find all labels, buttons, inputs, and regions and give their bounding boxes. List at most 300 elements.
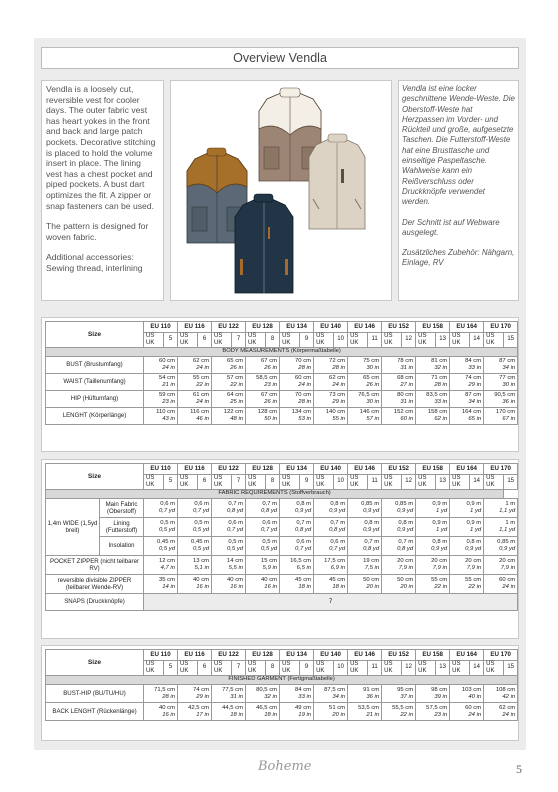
us-uk-label-cell <box>382 661 402 676</box>
value-imperial: 0,9 yd <box>431 546 448 552</box>
us-label: US <box>214 475 223 481</box>
section-header: FABRIC REQUIREMENTS (Stoffverbrauch) <box>46 490 504 499</box>
value-cell <box>144 391 178 408</box>
us-uk-size-number: 13 <box>436 661 450 676</box>
value-cell <box>212 374 246 391</box>
us-label: US <box>486 475 495 481</box>
value-cell <box>280 556 314 575</box>
value-imperial: 31 in <box>230 693 244 700</box>
finished-garment-table <box>45 649 518 721</box>
value-cell <box>484 518 518 537</box>
value-imperial: 1 yd <box>470 527 482 533</box>
value-imperial: 26 in <box>264 399 278 405</box>
us-label: US <box>180 661 189 667</box>
eu-size-cell: EU 128 <box>246 650 280 661</box>
eu-size-cell: EU 170 <box>484 322 518 333</box>
value-metric: 40 cm <box>261 577 278 583</box>
us-uk-size-number: 12 <box>402 661 416 676</box>
value-metric: 71 cm <box>431 375 448 381</box>
vest-illustration-graphic <box>171 81 393 302</box>
value-cell <box>348 357 382 374</box>
uk-label: UK <box>350 668 359 674</box>
value-metric: 0,7 m <box>330 520 346 526</box>
value-imperial: 4,7 in <box>160 565 176 571</box>
us-uk-size-number: 12 <box>402 333 416 348</box>
value-cell <box>212 537 246 556</box>
value-cell <box>212 685 246 703</box>
us-uk-size-number: 11 <box>368 475 382 490</box>
value-cell <box>178 685 212 703</box>
value-metric: 158 cm <box>427 409 448 415</box>
us-uk-label-cell <box>382 333 402 348</box>
value-cell <box>450 499 484 518</box>
value-imperial: 26 in <box>264 365 278 371</box>
value-imperial: 18 in <box>332 584 346 590</box>
us-uk-size-number: 5 <box>164 475 178 490</box>
page-title: Overview Vendla <box>41 47 519 69</box>
description-english <box>41 80 164 301</box>
value-cell <box>348 499 382 518</box>
value-cell <box>484 703 518 721</box>
us-uk-size-number: 5 <box>164 333 178 348</box>
value-metric: 170 cm <box>495 409 516 415</box>
value-imperial: 22 in <box>400 711 414 718</box>
uk-label: UK <box>350 482 359 488</box>
value-metric: 0,6 m <box>160 501 176 507</box>
value-imperial: 0,9 yd <box>465 546 482 552</box>
value-metric: 0,6 m <box>228 520 244 526</box>
uk-label: UK <box>282 482 291 488</box>
value-imperial: 0,7 yd <box>261 527 278 533</box>
value-imperial: 7,9 in <box>432 565 448 571</box>
description-de-paragraph: Vendla ist eine locker geschnittene Wende-Weste. Die Oberstoff-Weste hat Herzpassen im Vorder- und Rückteil und große, aufgesetzte Taschen. Die Futterstoff-Weste hat eine Brusttasche und einseitige Paspeltasche. Wahlweise kann ein Reißverschluss oder Druckknöpfe verwendet werden. <box>402 84 515 207</box>
us-uk-label-cell <box>212 333 232 348</box>
us-uk-size-number: 6 <box>198 661 212 676</box>
eu-size-cell: EU 164 <box>450 464 484 475</box>
value-cell <box>178 575 212 594</box>
value-cell <box>348 374 382 391</box>
value-cell <box>314 685 348 703</box>
value-imperial: 22 in <box>434 584 448 590</box>
value-imperial: 24 in <box>502 584 516 590</box>
value-metric: 0,7 m <box>398 539 414 545</box>
us-uk-label-cell <box>382 475 402 490</box>
value-imperial: 24 in <box>502 711 516 718</box>
value-cell <box>348 556 382 575</box>
us-uk-size-number: 6 <box>198 475 212 490</box>
value-cell <box>144 374 178 391</box>
value-imperial: 0,5 yd <box>261 546 278 552</box>
value-cell <box>450 374 484 391</box>
value-cell <box>212 357 246 374</box>
value-cell <box>382 391 416 408</box>
us-uk-label-cell <box>450 333 470 348</box>
us-label: US <box>316 333 325 339</box>
description-de-paragraph: Der Schnitt ist auf Webware ausgelegt. <box>402 217 500 237</box>
value-metric: 98 cm <box>431 686 448 693</box>
uk-label: UK <box>350 340 359 346</box>
value-metric: 95 cm <box>397 686 414 693</box>
value-cell <box>484 685 518 703</box>
garment-measure-label: BACK LENGHT (Rückenlänge) <box>46 703 144 721</box>
uk-label: UK <box>180 668 189 674</box>
value-metric: 20 cm <box>431 558 448 564</box>
value-imperial: 32 in <box>434 365 448 371</box>
fabric-requirements-table <box>45 463 518 611</box>
value-cell <box>178 499 212 518</box>
eu-size-cell: EU 152 <box>382 464 416 475</box>
us-label: US <box>248 475 257 481</box>
value-imperial: 23 in <box>162 399 176 405</box>
value-cell <box>416 374 450 391</box>
value-imperial: 19 in <box>298 711 312 718</box>
value-cell <box>450 357 484 374</box>
measurement-label: LENGHT (Körperlänge) <box>46 408 144 425</box>
value-imperial: 30 in <box>366 399 380 405</box>
uk-label: UK <box>146 340 155 346</box>
value-metric: 68 cm <box>397 375 414 381</box>
eu-size-cell: EU 134 <box>280 322 314 333</box>
vest-figure-navy <box>235 194 293 293</box>
value-cell <box>178 391 212 408</box>
value-metric: 71,5 cm <box>154 686 176 693</box>
uk-label: UK <box>452 668 461 674</box>
value-metric: 0,6 m <box>262 520 278 526</box>
us-uk-label-cell <box>314 661 334 676</box>
uk-label: UK <box>146 668 155 674</box>
value-metric: 0,5 m <box>262 539 278 545</box>
value-metric: 60 cm <box>158 358 176 364</box>
value-imperial: 32 in <box>264 693 278 700</box>
value-cell <box>246 518 280 537</box>
eu-size-cell: EU 110 <box>144 464 178 475</box>
value-cell <box>212 391 246 408</box>
value-imperial: 0,5 yd <box>158 546 176 552</box>
value-imperial: 16 in <box>230 584 244 590</box>
us-uk-size-number: 13 <box>436 333 450 348</box>
eu-size-cell: EU 122 <box>212 650 246 661</box>
uk-label: UK <box>316 340 325 346</box>
value-cell <box>144 575 178 594</box>
eu-size-cell: EU 140 <box>314 650 348 661</box>
value-cell <box>416 556 450 575</box>
value-imperial: 67 in <box>502 416 516 422</box>
value-metric: 13 cm <box>193 558 210 564</box>
value-metric: 0,8 m <box>296 501 312 507</box>
measurement-label: WAIST (Taillenumfang) <box>46 374 144 391</box>
eu-size-cell: EU 152 <box>382 322 416 333</box>
value-metric: 55 cm <box>431 577 448 583</box>
value-imperial: 25 in <box>230 399 244 405</box>
value-metric: 83,5 cm <box>426 392 448 398</box>
us-label: US <box>214 333 223 339</box>
value-imperial: 0,5 yd <box>193 546 210 552</box>
value-cell <box>348 703 382 721</box>
value-cell <box>348 575 382 594</box>
value-imperial: 24 in <box>196 365 210 371</box>
value-imperial: 28 in <box>332 365 346 371</box>
eu-size-cell: EU 110 <box>144 650 178 661</box>
value-imperial: 7,9 in <box>398 565 414 571</box>
us-uk-label-cell <box>178 661 198 676</box>
value-imperial: 6,9 in <box>330 565 346 571</box>
value-cell <box>450 575 484 594</box>
value-metric: 0,45 m <box>157 539 176 545</box>
value-metric: 80 cm <box>397 392 414 398</box>
brand-logo: Boheme <box>258 759 312 774</box>
uk-label: UK <box>214 482 223 488</box>
value-imperial: 24 in <box>196 399 210 405</box>
us-uk-label-cell <box>212 475 232 490</box>
value-imperial: 1 yd <box>436 508 448 514</box>
value-imperial: 7,9 in <box>466 565 482 571</box>
value-cell <box>450 518 484 537</box>
value-metric: 50 cm <box>397 577 414 583</box>
value-imperial: 0,8 yd <box>227 508 244 514</box>
value-cell <box>484 357 518 374</box>
eu-size-cell: EU 170 <box>484 650 518 661</box>
value-imperial: 29 in <box>468 382 482 388</box>
body-measurements-card <box>41 317 519 452</box>
value-imperial: 46 in <box>196 416 210 422</box>
value-metric: 42,5 cm <box>188 704 210 711</box>
eu-size-cell: EU 128 <box>246 322 280 333</box>
value-cell <box>416 408 450 425</box>
value-metric: 0,7 m <box>228 501 244 507</box>
eu-size-cell: EU 146 <box>348 322 382 333</box>
value-imperial: 42 in <box>502 693 516 700</box>
value-imperial: 30 in <box>502 382 516 388</box>
us-label: US <box>282 661 291 667</box>
eu-size-cell: EU 164 <box>450 322 484 333</box>
us-uk-size-number: 10 <box>334 333 348 348</box>
value-imperial: 21 in <box>366 711 380 718</box>
uk-label: UK <box>452 340 461 346</box>
value-cell <box>212 518 246 537</box>
value-imperial: 0,9 yd <box>363 508 380 514</box>
value-cell <box>178 556 212 575</box>
value-cell <box>178 537 212 556</box>
value-imperial: 48 in <box>230 416 244 422</box>
value-imperial: 28 in <box>434 382 448 388</box>
uk-label: UK <box>248 668 257 674</box>
uk-label: UK <box>418 340 427 346</box>
value-metric: 45 cm <box>329 577 346 583</box>
fabric-requirements-card <box>41 459 519 639</box>
fabric-type-label: Main Fabric (Oberstoff) <box>100 499 144 518</box>
value-metric: 73 cm <box>329 392 346 398</box>
value-cell <box>212 556 246 575</box>
value-cell <box>212 575 246 594</box>
eu-size-cell: EU 128 <box>246 464 280 475</box>
value-cell <box>382 374 416 391</box>
value-cell <box>246 575 280 594</box>
value-metric: 91 cm <box>363 686 380 693</box>
us-label: US <box>418 661 427 667</box>
value-cell <box>314 575 348 594</box>
value-metric: 40 cm <box>227 577 244 583</box>
value-cell <box>178 374 212 391</box>
value-metric: 20 cm <box>397 558 414 564</box>
uk-label: UK <box>384 340 393 346</box>
value-metric: 103 cm <box>461 686 482 693</box>
value-cell <box>416 499 450 518</box>
us-uk-label-cell <box>484 661 504 676</box>
value-cell <box>382 408 416 425</box>
value-cell <box>484 499 518 518</box>
value-cell <box>280 703 314 721</box>
value-metric: 60 cm <box>295 375 312 381</box>
us-label: US <box>452 475 461 481</box>
uk-label: UK <box>214 340 223 346</box>
value-imperial: 0,8 yd <box>363 546 380 552</box>
value-imperial: 31 in <box>400 365 414 371</box>
value-metric: 14 cm <box>227 558 244 564</box>
eu-size-cell: EU 134 <box>280 650 314 661</box>
us-label: US <box>146 661 155 667</box>
us-uk-label-cell <box>416 333 436 348</box>
value-imperial: 24 in <box>332 382 346 388</box>
value-metric: 55 cm <box>465 577 482 583</box>
us-label: US <box>282 333 291 339</box>
us-uk-size-number: 10 <box>334 661 348 676</box>
value-metric: 0,9 m <box>432 501 448 507</box>
us-uk-label-cell <box>144 475 164 490</box>
value-metric: 108 cm <box>495 686 516 693</box>
us-uk-label-cell <box>348 333 368 348</box>
value-metric: 110 cm <box>156 409 176 415</box>
value-imperial: 34 in <box>468 399 482 405</box>
us-uk-size-number: 8 <box>266 661 280 676</box>
value-metric: 84 cm <box>295 686 312 693</box>
value-cell <box>280 685 314 703</box>
us-uk-label-cell <box>416 661 436 676</box>
value-cell <box>416 391 450 408</box>
value-cell <box>246 499 280 518</box>
value-cell <box>178 357 212 374</box>
eu-size-cell: EU 110 <box>144 322 178 333</box>
eu-size-cell: EU 170 <box>484 464 518 475</box>
eu-size-cell: EU 152 <box>382 650 416 661</box>
value-metric: 46,5 cm <box>256 704 278 711</box>
us-label: US <box>384 333 393 339</box>
uk-label: UK <box>452 482 461 488</box>
snaps-value: 7 <box>144 594 518 611</box>
us-uk-label-cell <box>416 475 436 490</box>
uk-label: UK <box>248 340 257 346</box>
value-cell <box>246 703 280 721</box>
value-metric: 0,9 m <box>466 520 482 526</box>
us-label: US <box>350 475 359 481</box>
value-imperial: 26 in <box>230 365 244 371</box>
value-imperial: 55 in <box>332 416 346 422</box>
eu-size-cell: EU 164 <box>450 650 484 661</box>
value-cell <box>212 408 246 425</box>
value-imperial: 23 in <box>434 711 448 718</box>
value-metric: 84 cm <box>465 358 482 364</box>
value-cell <box>484 374 518 391</box>
value-imperial: 65 in <box>468 416 482 422</box>
us-label: US <box>384 475 393 481</box>
value-cell <box>484 556 518 575</box>
value-metric: 0,9 m <box>466 501 482 507</box>
value-imperial: 60 in <box>400 416 414 422</box>
value-metric: 72 cm <box>329 358 346 364</box>
value-imperial: 0,8 yd <box>261 508 278 514</box>
value-imperial: 5,9 in <box>262 565 278 571</box>
value-metric: 60 cm <box>499 577 516 583</box>
body-measurements-table <box>45 321 518 425</box>
value-metric: 90,5 cm <box>494 392 516 398</box>
value-metric: 0,8 m <box>432 539 448 545</box>
us-uk-label-cell <box>246 661 266 676</box>
value-metric: 128 cm <box>257 409 278 415</box>
us-uk-size-number: 14 <box>470 333 484 348</box>
value-imperial: 0,9 yd <box>363 527 380 533</box>
uk-label: UK <box>486 668 495 674</box>
value-imperial: 39 in <box>434 693 448 700</box>
value-metric: 67 cm <box>261 358 278 364</box>
value-metric: 0,45 m <box>191 539 210 545</box>
value-imperial: 23 in <box>264 382 278 388</box>
uk-label: UK <box>316 668 325 674</box>
value-imperial: 0,9 yd <box>499 546 516 552</box>
us-uk-label-cell <box>212 661 232 676</box>
value-imperial: 34 in <box>502 365 516 371</box>
value-cell <box>348 685 382 703</box>
value-cell <box>484 537 518 556</box>
value-imperial: 0,5 yd <box>193 527 210 533</box>
value-metric: 0,9 m <box>432 520 448 526</box>
value-cell <box>484 575 518 594</box>
us-label: US <box>452 333 461 339</box>
garment-measure-label: BUST-HIP (BU/TU/HU) <box>46 685 144 703</box>
value-cell <box>280 499 314 518</box>
us-uk-label-cell <box>144 333 164 348</box>
us-uk-size-number: 14 <box>470 475 484 490</box>
value-imperial: 62 in <box>434 416 448 422</box>
size-header: Size <box>46 322 144 348</box>
value-metric: 61 cm <box>192 392 210 398</box>
value-imperial: 1 yd <box>436 527 448 533</box>
us-label: US <box>214 661 223 667</box>
value-imperial: 22 in <box>196 382 210 388</box>
value-cell <box>314 518 348 537</box>
value-metric: 77 cm <box>499 375 516 381</box>
value-cell <box>144 357 178 374</box>
value-imperial: 50 in <box>264 416 278 422</box>
us-uk-label-cell <box>314 333 334 348</box>
value-imperial: 20 in <box>366 584 380 590</box>
value-cell <box>416 518 450 537</box>
us-uk-label-cell <box>280 333 300 348</box>
value-cell <box>246 391 280 408</box>
value-metric: 64 cm <box>227 392 244 398</box>
value-cell <box>314 499 348 518</box>
uk-label: UK <box>486 340 495 346</box>
value-cell <box>382 499 416 518</box>
value-metric: 0,85 m <box>361 501 380 507</box>
us-uk-size-number: 10 <box>334 475 348 490</box>
us-uk-size-number: 9 <box>300 475 314 490</box>
value-imperial: 5,1 in <box>194 565 210 571</box>
value-cell <box>314 357 348 374</box>
value-metric: 70 cm <box>295 392 312 398</box>
us-label: US <box>146 333 155 339</box>
value-imperial: 33 in <box>298 693 312 700</box>
pocket-zipper-label: POCKET ZIPPER (nicht teilbarer RV) <box>46 556 144 575</box>
value-imperial: 0,9 yd <box>397 508 414 514</box>
